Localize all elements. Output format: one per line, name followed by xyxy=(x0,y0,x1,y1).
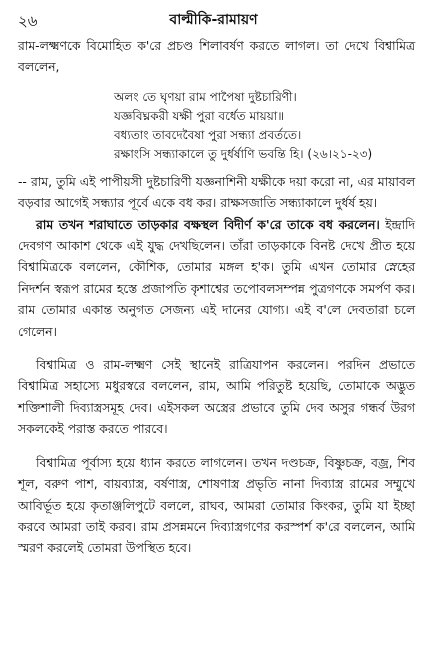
paragraph-1: রাম-লক্ষ্মণকে বিমোহিত ক'রে প্রচণ্ড শিলাবর্ষণ করতে লাগল। তা দেখে বিশ্বামিত্র বললেন, xyxy=(18,39,415,75)
page-number: ২৬ xyxy=(18,12,38,30)
paragraph-3 xyxy=(18,215,415,343)
running-title: বাল্মীকি-রামায়ণ xyxy=(169,12,258,28)
paragraph-3-lead: রাম তখন শরাঘাতে তাড়কার বক্ষস্থল বিদীর্ণ ক'রে তাকে বধ করলেন। xyxy=(36,217,380,232)
verse-line: বধ্যতাং তাবদেবৈষা পুরা সন্ধ্যা প্রবর্ততে। xyxy=(114,127,302,142)
verse-line: অলং তে ঘৃণয়া রাম পাপৈষা দুষ্টচারিণী। xyxy=(114,89,297,104)
paragraph-gap xyxy=(18,441,415,453)
verse-line: যজ্ঞবিঘ্নকরী যক্ষী পুরা বর্ধেত মায়য়া॥ xyxy=(114,108,285,123)
paragraph-gap xyxy=(18,343,415,355)
paragraph-5: বিশ্বামিত্র পূর্বাস্য হয়ে ধ্যান করতে লাগলেন। তখন দণ্ডচক্র, বিষ্ণুচক্র, বজ্র, শিব শূল, বরুণ পাশ, বায়ব্যাস্ত্র, বর্ষণাস্ত্র, শোষণাস্ত্র প্রভৃতি নানা দিব্যাস্ত্র রামের সম্মুখে আবির্ভূত হয়ে কৃতাঞ্জলিপুটে বললে, রাঘব, আমরা তোমার কিংকর, তুমি যা ইচ্ছা করবে আমরা তাই করব। রাম প্রসন্নমনে দিব্যাস্ত্রগণের করস্পর্শ ক'রে বললেন, আমি স্মরণ করলেই তোমরা উপস্থিত হবে। xyxy=(18,455,415,556)
body-text xyxy=(18,36,415,560)
paragraph-4: বিশ্বামিত্র ও রাম-লক্ষ্মণ সেই স্থানেই রাত্রিযাপন করলেন। পরদিন প্রভাতে বিশ্বামিত্র সহাস্যে মধুরস্বরে বললেন, রাম, আমি পরিতুষ্ট হয়েছি, তোমাকে অদ্ভুত শক্তিশালী দিব্যাস্ত্রসমূহ দেব। এইসকল অস্ত্রের প্রভাবে তুমি দেব অসুর গন্ধর্ব উরগ সকলকেই পরাস্ত করতে পারবে। xyxy=(18,358,415,437)
paragraph-2: -- রাম, তুমি এই পাপীয়সী দুষ্টচারিণী যজ্ঞনাশিনী যক্ষীকে দয়া করো না, এর মায়াবল বড়বার আগেই সন্ধ্যার পূর্বে একে বধ কর। রাক্ষসজাতি সন্ধ্যাকালে দুর্ধর্ষ হয়। xyxy=(18,174,415,211)
verse-line: রক্ষাংসি সন্ধ্যাকালে তু দুর্ধর্ষাণি ভবন্তি হি। (২৬।২১-২৩) xyxy=(114,146,373,161)
paragraph-3-rest: ইন্দ্রাদি দেবগণ আকাশ থেকে এই যুদ্ধ দেখছিলেন। তাঁরা তাড়কাকে বিনষ্ট দেখে প্রীত হয়ে বিশ্বামিত্রকে বললেন, কৌশিক, তোমার মঙ্গল হ'ক। তুমি এখন তোমার স্নেহের নিদর্শন স্বরূপ রামের হস্তে প্রজাপতি কৃশাশ্বের তপোবলসম্পন্ন পুত্রগণকে সমর্পণ কর। রাম তোমার একান্ত অনুগত সেজন্য এই দানের যোগ্য। এই ব'লে দেবতারা চলে গেলেন। xyxy=(18,217,416,339)
sanskrit-verse xyxy=(18,88,415,164)
page-header xyxy=(0,6,427,34)
